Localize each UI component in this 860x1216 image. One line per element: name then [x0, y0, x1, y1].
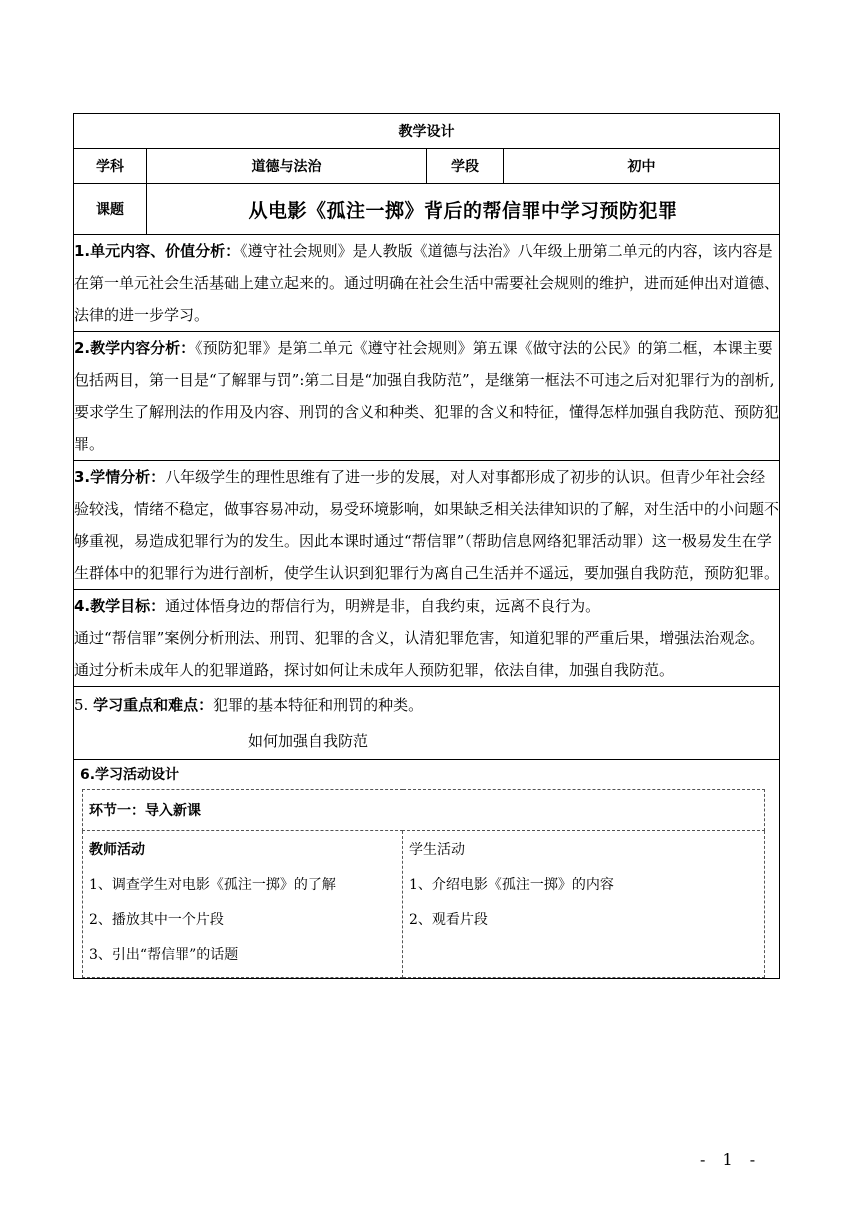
topic-value: 从电影《孤注一掷》背后的帮信罪中学习预防犯罪 — [147, 184, 780, 235]
stage-value: 初中 — [504, 149, 780, 184]
student-item: 2、观看片段 — [409, 912, 488, 928]
subject-value: 道德与法治 — [147, 149, 427, 184]
teacher-item: 2、播放其中一个片段 — [89, 912, 224, 928]
teaching-goals — [74, 590, 780, 687]
student-item: 1、介绍电影《孤注一掷》的内容 — [409, 877, 614, 893]
lesson-plan-table — [73, 113, 780, 979]
student-activities-heading: 学生活动 — [409, 842, 465, 858]
table-title: 教学设计 — [74, 114, 780, 149]
content-analysis-text: 《预防犯罪》是第二单元《遵守社会规则》第五课《做守法的公民》的第二框，本课主要包括两目，第一目是“了解罪与罚”:第二目是“加强自我防范”，是继第一框法不可违之后对犯罪行为的剖析,要求学生了解刑法的作用及内容、刑罚的含义和种类、犯罪的含义和特征，懂得怎样加强自我防范、预防犯罪。 — [74, 339, 780, 453]
focus-row — [74, 687, 780, 760]
student-analysis-row — [74, 461, 780, 590]
focus-number: 5. — [74, 696, 94, 714]
teaching-goals-text: 通过体悟身边的帮信行为，明辨是非，自我约束，远离不良行为。 — [165, 597, 601, 615]
student-analysis-heading: 3.学情分析： — [74, 468, 166, 486]
teacher-activities-heading: 教师活动 — [89, 842, 145, 858]
step-title: 环节一：导入新课 — [83, 790, 765, 831]
content-analysis-row — [74, 332, 780, 461]
focus-text: 犯罪的基本特征和刑罚的种类。 — [213, 696, 424, 714]
content-analysis — [74, 332, 780, 461]
activity-step-table — [82, 789, 765, 978]
unit-analysis-text: 《遵守社会规则》是人教版《道德与法治》八年级上册第二单元的内容，该内容是在第一单元社会生活基础上建立起来的。通过明确在社会生活中需要社会规则的维护，进而延伸出对道德、法律的进一步学习。 — [74, 242, 780, 324]
teacher-activities — [83, 831, 403, 978]
topic-row — [74, 184, 780, 235]
unit-analysis-heading: 1.单元内容、价值分析： — [74, 242, 241, 260]
page-number: - 1 - — [700, 1150, 762, 1169]
teacher-item: 3、引出“帮信罪”的话题 — [89, 947, 239, 963]
content-analysis-heading: 2.教学内容分析： — [74, 339, 196, 357]
teaching-goals-heading: 4.教学目标： — [74, 597, 166, 615]
activities-row — [74, 760, 780, 979]
subject-label: 学科 — [74, 149, 147, 184]
focus-heading: 学习重点和难点： — [93, 696, 214, 714]
focus-line2: 如何加强自我防范 — [248, 732, 369, 750]
unit-analysis — [74, 235, 780, 332]
focus-points — [74, 687, 780, 760]
teaching-goals-line2: 通过“帮信罪”案例分析刑法、刑罚、犯罪的含义，认清犯罪危害，知道犯罪的严重后果，增强法治观念。 — [74, 629, 765, 647]
topic-label: 课题 — [74, 184, 147, 235]
subject-row — [74, 149, 780, 184]
student-activities — [403, 831, 765, 978]
stage-label: 学段 — [427, 149, 504, 184]
activities-section — [74, 760, 780, 979]
unit-analysis-row — [74, 235, 780, 332]
title-row — [74, 114, 780, 149]
activities-heading: 6.学习活动设计 — [80, 767, 180, 783]
teaching-goals-row — [74, 590, 780, 687]
student-analysis — [74, 461, 780, 590]
teaching-goals-line3: 通过分析未成年人的犯罪道路，探讨如何让未成年人预防犯罪，依法自律，加强自我防范。 — [74, 661, 675, 679]
teacher-item: 1、调查学生对电影《孤注一掷》的了解 — [89, 877, 336, 893]
student-analysis-text: 八年级学生的理性思维有了进一步的发展，对人对事都形成了初步的认识。但青少年社会经验较浅，情绪不稳定，做事容易冲动，易受环境影响，如果缺乏相关法律知识的了解，对生活中的小问题不够重视，易造成犯罪行为的发生。因此本课时通过“帮信罪”（帮助信息网络犯罪活动罪）这一极易发生在学生群体中的犯罪行为进行剖析，使学生认识到犯罪行为离自己生活并不遥远，要加强自我防范，预防犯罪。 — [74, 468, 780, 582]
